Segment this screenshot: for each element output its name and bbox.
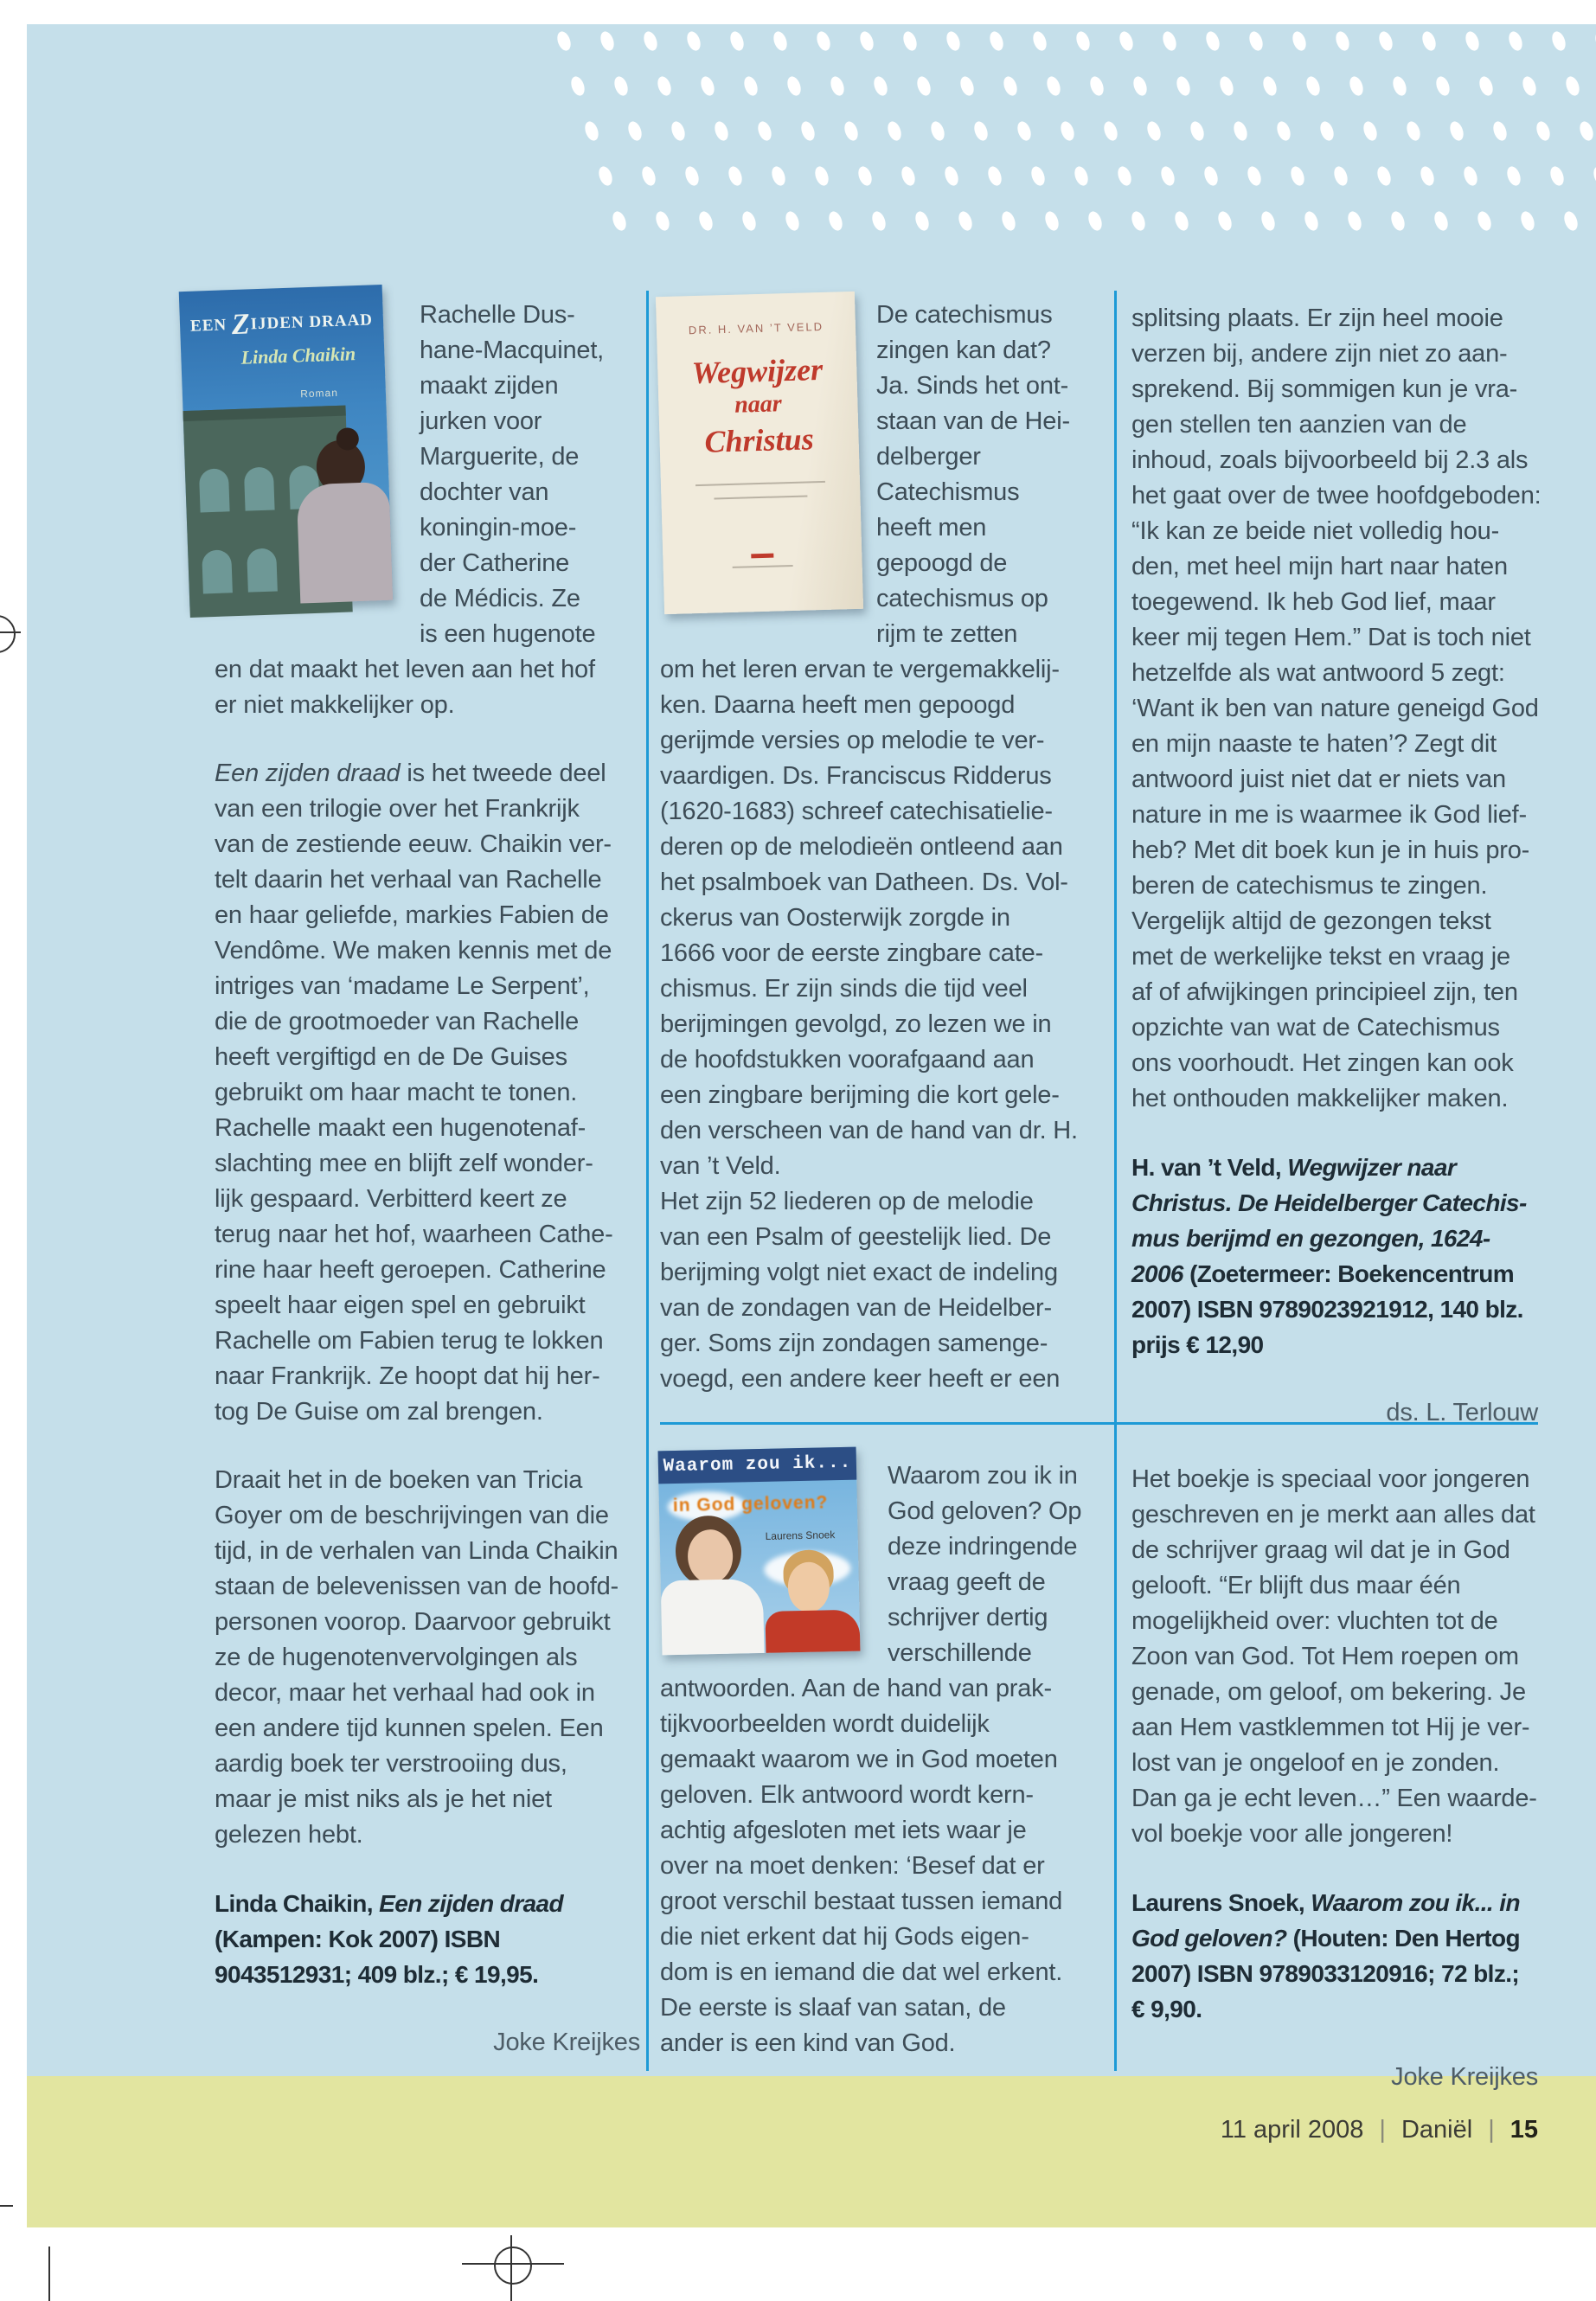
text-line: ken. Daarna heeft men gepoogd [660, 691, 1016, 719]
paragraph-body [1131, 1462, 1538, 1852]
text-line: mus berijmd en gezongen, 1624- [1131, 1225, 1490, 1252]
text-line: het onthouden makkelijker maken. [1131, 1085, 1509, 1112]
paragraph-body [660, 1458, 1093, 2061]
text-line: met de werkelijke tekst en vraag je [1131, 943, 1510, 971]
text-line: opzichte van wat de Catechismus [1131, 1014, 1500, 1042]
page-footer [1221, 2111, 1538, 2149]
text-line: die niet erkent dat hij Gods eigen- [660, 1923, 1029, 1951]
page-number: 15 [1509, 2116, 1538, 2144]
text-line: Christus. De Heidelberger Catechis- [1131, 1189, 1527, 1216]
text-line: van een Psalm of geestelijk lied. De [660, 1223, 1052, 1251]
text-line: een andere tijd kunnen spelen. Een [215, 1715, 604, 1742]
column-review-waarom-left [660, 1458, 1093, 2061]
text-line: de schrijver graag wil dat je in God [1131, 1536, 1510, 1564]
text-line: H. van ’t Veld, Wegwijzer naar [1131, 1154, 1457, 1181]
paragraph-body [215, 1463, 640, 1853]
text-line: den, met heel mijn hart naar haten [1131, 553, 1508, 580]
text-line: dochter van [420, 478, 549, 506]
book-genre: Roman [299, 386, 339, 401]
paragraph-cite [1131, 1150, 1538, 1362]
text-line: telt daarin het verhaal van Rachelle [215, 866, 602, 894]
text-line: ger. Soms zijn zondagen samenge- [660, 1330, 1048, 1357]
text-line: Het boekje is speciaal voor jongeren [1131, 1465, 1530, 1493]
column-review-waarom-end [1131, 1462, 1538, 2095]
text-line: achtig afgesloten met iets waar je [660, 1817, 1027, 1844]
text-line: er niet makkelijker op. [215, 691, 455, 719]
text-line: tijkvoorbeelden wordt duidelijk [660, 1710, 990, 1738]
text-line: ds. L. Terlouw [1386, 1399, 1538, 1426]
text-line: verschillende [888, 1639, 1032, 1667]
text-line: de hoofdstukken voorafgaand aan [660, 1046, 1035, 1074]
text-line: en dat maakt het leven aan het hof [215, 656, 595, 683]
column-review-een-zijden-draad [215, 298, 640, 2061]
book-title: Wegwijzer [691, 351, 824, 391]
text-line: Draait het in de boeken van Tricia [215, 1466, 583, 1494]
paragraph-body [660, 298, 1093, 1397]
text-line: (Kampen: Kok 2007) ISBN [215, 1926, 501, 1952]
crop-mark-tick-left [0, 2205, 13, 2207]
text-line: splitsing plaats. Er zijn heel mooie [1131, 304, 1503, 332]
paragraph-byline [215, 2025, 640, 2061]
text-line: den verscheen van de hand van dr. H. [660, 1117, 1078, 1144]
text-line: staan van de Hei- [876, 407, 1070, 435]
text-line: geschreven en je merkt aan alles dat [1131, 1501, 1535, 1529]
text-line: Dan ga je echt leven…” Een waarde- [1131, 1785, 1537, 1812]
text-line: gelooft. “Er blijft dus maar één [1131, 1572, 1461, 1599]
text-line: Rachelle om Fabien terug te lokken [215, 1327, 604, 1355]
text-line: heeft vergiftigd en de De Guises [215, 1043, 567, 1071]
text-line: voegd, een andere keer heeft er een [660, 1365, 1061, 1393]
column-review-wegwijzer-end [1131, 301, 1542, 1431]
text-line: staan de belevenissen van de hoofd- [215, 1573, 619, 1600]
text-line: naar Frankrijk. Ze hoopt dat hij her- [215, 1362, 600, 1390]
text-line: Rachelle Dus- [420, 301, 575, 329]
book-author: Laurens Snoek [765, 1529, 836, 1542]
paragraph-byline [1131, 2060, 1538, 2095]
text-line: Joke Kreijkes [1391, 2063, 1538, 2091]
text-line: personen voorop. Daarvoor gebruikt [215, 1608, 611, 1636]
text-line: Vergelijk altijd de gezongen tekst [1131, 907, 1491, 935]
text-line: berijming volgt niet exact de indeling [660, 1259, 1058, 1286]
text-line: ckerus van Oosterwijk zorgde in [660, 904, 1010, 932]
text-line: ander is een kind van God. [660, 2029, 956, 2057]
crop-mark-line-bottom [48, 2247, 50, 2301]
text-line: De eerste is slaaf van satan, de [660, 1994, 1006, 2022]
text-line: chismus. Er zijn sinds die tijd veel [660, 975, 1028, 1003]
text-line: beren de catechismus te zingen. [1131, 872, 1488, 900]
text-line: ‘Want ik ben van nature geneigd God [1131, 695, 1539, 722]
text-line: inhoud, zoals bijvoorbeeld bij 2.3 als [1131, 446, 1529, 474]
text-line: (1620-1683) schreef catechisatielie- [660, 798, 1053, 825]
text-line: antwoorden. Aan de hand van prak- [660, 1675, 1052, 1702]
text-line: verzen bij, andere zijn niet zo aan- [1131, 340, 1508, 368]
text-line: het gaat over de twee hoofdgeboden: [1131, 482, 1542, 510]
text-line: keer mij tegen Hem.” Dat is toch niet [1131, 624, 1531, 651]
text-line: 2006 (Zoetermeer: Boekencentrum [1131, 1260, 1515, 1287]
text-line: berijmingen gevolgd, zo lezen we in [660, 1010, 1052, 1038]
text-line: mogelijkheid over: vluchten tot de [1131, 1607, 1498, 1635]
text-line: gerijmde versies op melodie te ver- [660, 727, 1045, 754]
text-line: is een hugenote [420, 620, 596, 648]
text-line: dom is en iemand die dat wel erkent. [660, 1958, 1063, 1986]
text-line: hetzelfde als wat antwoord 5 zegt: [1131, 659, 1505, 687]
text-line: en mijn naaste te haten’? Zegt dit [1131, 730, 1497, 758]
column-divider-1 [646, 291, 649, 2071]
text-line: maar je mist niks als je het niet [215, 1785, 552, 1813]
text-line: over na moet denken: ‘Besef dat er [660, 1852, 1045, 1880]
text-line: Goyer om de beschrijvingen van die [215, 1502, 609, 1529]
book-subtitle: in God geloven? [672, 1492, 829, 1516]
text-line: koningin-moe- [420, 514, 577, 542]
text-line: genade, om geloof, om bekering. Je [1131, 1678, 1526, 1706]
text-line: vol boekje voor alle jongeren! [1131, 1820, 1453, 1848]
text-line: heeft men [876, 514, 987, 542]
book-title: Christus [704, 421, 815, 459]
text-line: € 9,90. [1131, 1996, 1202, 2022]
book-title: EEN ZIJDEN DRAAD [189, 308, 374, 342]
text-line: gelezen hebt. [215, 1821, 363, 1849]
text-line: terug naar het hof, waarheen Cathe- [215, 1221, 613, 1248]
text-line: speelt haar eigen spel en gebruikt [215, 1292, 586, 1319]
text-line: schrijver dertig [888, 1604, 1048, 1631]
text-line: en haar geliefde, markies Fabien de [215, 901, 609, 929]
text-line: ons voorhoudt. Het zingen kan ook [1131, 1049, 1514, 1077]
text-line: prijs € 12,90 [1131, 1331, 1264, 1358]
text-line: heb? Met dit boek kun je in huis pro- [1131, 836, 1530, 864]
magazine-title: Daniël [1401, 2116, 1473, 2144]
text-line: Linda Chaikin, Een zijden draad [215, 1890, 564, 1917]
text-line: lijk gespaard. Verbitterd keert ze [215, 1185, 567, 1213]
text-line: vaardigen. Ds. Franciscus Ridderus [660, 762, 1052, 790]
text-line: tijd, in de verhalen van Linda Chaikin [215, 1537, 619, 1565]
text-line: gen stellen ten aanzien van de [1131, 411, 1467, 439]
text-line: Ja. Sinds het ont- [876, 372, 1069, 400]
text-line: Zoon van God. Tot Hem roepen om [1131, 1643, 1519, 1670]
text-line: Vendôme. We maken kennis met de [215, 937, 612, 965]
text-line: de Médicis. Ze [420, 585, 580, 612]
text-line: het psalmboek van Datheen. Ds. Vol- [660, 868, 1068, 896]
text-line: nature in me is waarmee ik God lief- [1131, 801, 1527, 829]
text-line: rijm te zetten [876, 620, 1018, 648]
text-line: tog De Guise om zal brengen. [215, 1398, 543, 1426]
registration-mark-bottom-vline [510, 2235, 512, 2301]
text-line: der Catherine [420, 549, 570, 577]
text-line: gemaakt waarom we in God moeten [660, 1746, 1058, 1773]
footer-separator: | [1488, 2116, 1495, 2144]
text-line: lost van je ongeloof en je zonden. [1131, 1749, 1500, 1777]
registration-mark-bottom [494, 2247, 532, 2285]
text-line: slachting mee en blijft zelf wonder- [215, 1150, 593, 1177]
text-line: die de grootmoeder van Rachelle [215, 1008, 580, 1035]
text-line: sprekend. Bij sommigen kun je vra- [1131, 375, 1518, 403]
text-line: aan Hem vastklemmen tot Hij je ver- [1131, 1714, 1530, 1741]
text-line: gepoogd de [876, 549, 1008, 577]
text-line: “Ik kan ze beide niet volledig hou- [1131, 517, 1500, 545]
text-line: Catechismus [876, 478, 1020, 506]
text-line: 2007) ISBN 9789033120916; 72 blz.; [1131, 1960, 1520, 1987]
footer-separator: | [1379, 2116, 1386, 2144]
text-line: maakt zijden [420, 372, 559, 400]
text-line: 9043512931; 409 blz.; € 19,95. [215, 1961, 539, 1988]
text-line: Marguerite, de [420, 443, 580, 471]
text-line: Het zijn 52 liederen op de melodie [660, 1188, 1034, 1215]
text-line: hane-Macquinet, [420, 336, 605, 364]
text-line: Rachelle maakt een hugenotenaf- [215, 1114, 586, 1142]
book-author: DR. H. VAN ’T VELD [688, 319, 824, 337]
text-line: deren op de melodieën ontleend aan [660, 833, 1063, 861]
text-line: catechismus op [876, 585, 1048, 612]
text-line: rine haar heeft geroepen. Catherine [215, 1256, 606, 1284]
text-line: delberger [876, 443, 981, 471]
registration-mark-left-line [0, 631, 21, 633]
text-line: gebruikt om haar macht te tonen. [215, 1079, 578, 1106]
text-line: toegewend. Ik heb God lief, maar [1131, 588, 1496, 616]
column-review-wegwijzer-top [660, 298, 1093, 1397]
book-title: Waarom zou ik... [663, 1452, 852, 1477]
text-line: 1666 voor de eerste zingbare cate- [660, 939, 1043, 967]
text-line: deze indringende [888, 1533, 1078, 1561]
text-line: Een zijden draad is het tweede deel [215, 760, 606, 787]
text-line: vraag geeft de [888, 1568, 1046, 1596]
registration-mark-left [0, 615, 16, 653]
text-line: 2007) ISBN 9789023921912, 140 blz. [1131, 1296, 1523, 1323]
text-line: antwoord juist niet dat er niets van [1131, 766, 1506, 793]
text-line: God geloven? (Houten: Den Hertog [1131, 1925, 1521, 1952]
registration-mark-bottom-hline [462, 2263, 564, 2265]
book-title: naar [734, 390, 783, 419]
text-line: af of afwijkingen principieel zijn, ten [1131, 978, 1518, 1006]
column-divider-2 [1114, 291, 1117, 2071]
paragraph-cite [1131, 1885, 1538, 2027]
paragraph-cite [215, 1886, 640, 1992]
text-line: van de zondagen van de Heidelber- [660, 1294, 1052, 1322]
text-line: intriges van ‘madame Le Serpent’, [215, 972, 590, 1000]
text-line: Joke Kreijkes [493, 2029, 640, 2056]
text-line: aardig boek ter verstrooiing dus, [215, 1750, 567, 1778]
footer-date: 11 april 2008 [1220, 2116, 1364, 2144]
text-line: De catechismus [876, 301, 1053, 329]
paragraph-body [215, 756, 640, 1430]
text-line: om het leren ervan te vergemakkelij- [660, 656, 1060, 683]
text-line: groot verschil bestaat tussen iemand [660, 1888, 1063, 1915]
paragraph-body [215, 298, 640, 723]
text-line: van een trilogie over het Frankrijk [215, 795, 580, 823]
paragraph-body [1131, 301, 1542, 1117]
text-line: Laurens Snoek, Waarom zou ik... in [1131, 1889, 1520, 1916]
text-line: van de zestiende eeuw. Chaikin ver- [215, 830, 612, 858]
text-line: zingen kan dat? [876, 336, 1051, 364]
book-author: Linda Chaikin [240, 343, 356, 369]
footer-band [27, 2076, 1596, 2227]
text-line: Waarom zou ik in [888, 1462, 1078, 1490]
text-line: decor, maar het verhaal had ook in [215, 1679, 595, 1707]
text-line: God geloven? Op [888, 1497, 1082, 1525]
text-line: een zingbare berijming die kort gele- [660, 1081, 1060, 1109]
text-line: van ’t Veld. [660, 1152, 781, 1180]
text-line: geloven. Elk antwoord wordt kern- [660, 1781, 1034, 1809]
text-line: ze de hugenotenvervolgingen als [215, 1644, 578, 1671]
paragraph-byline [1131, 1395, 1538, 1431]
text-line: jurken voor [420, 407, 542, 435]
